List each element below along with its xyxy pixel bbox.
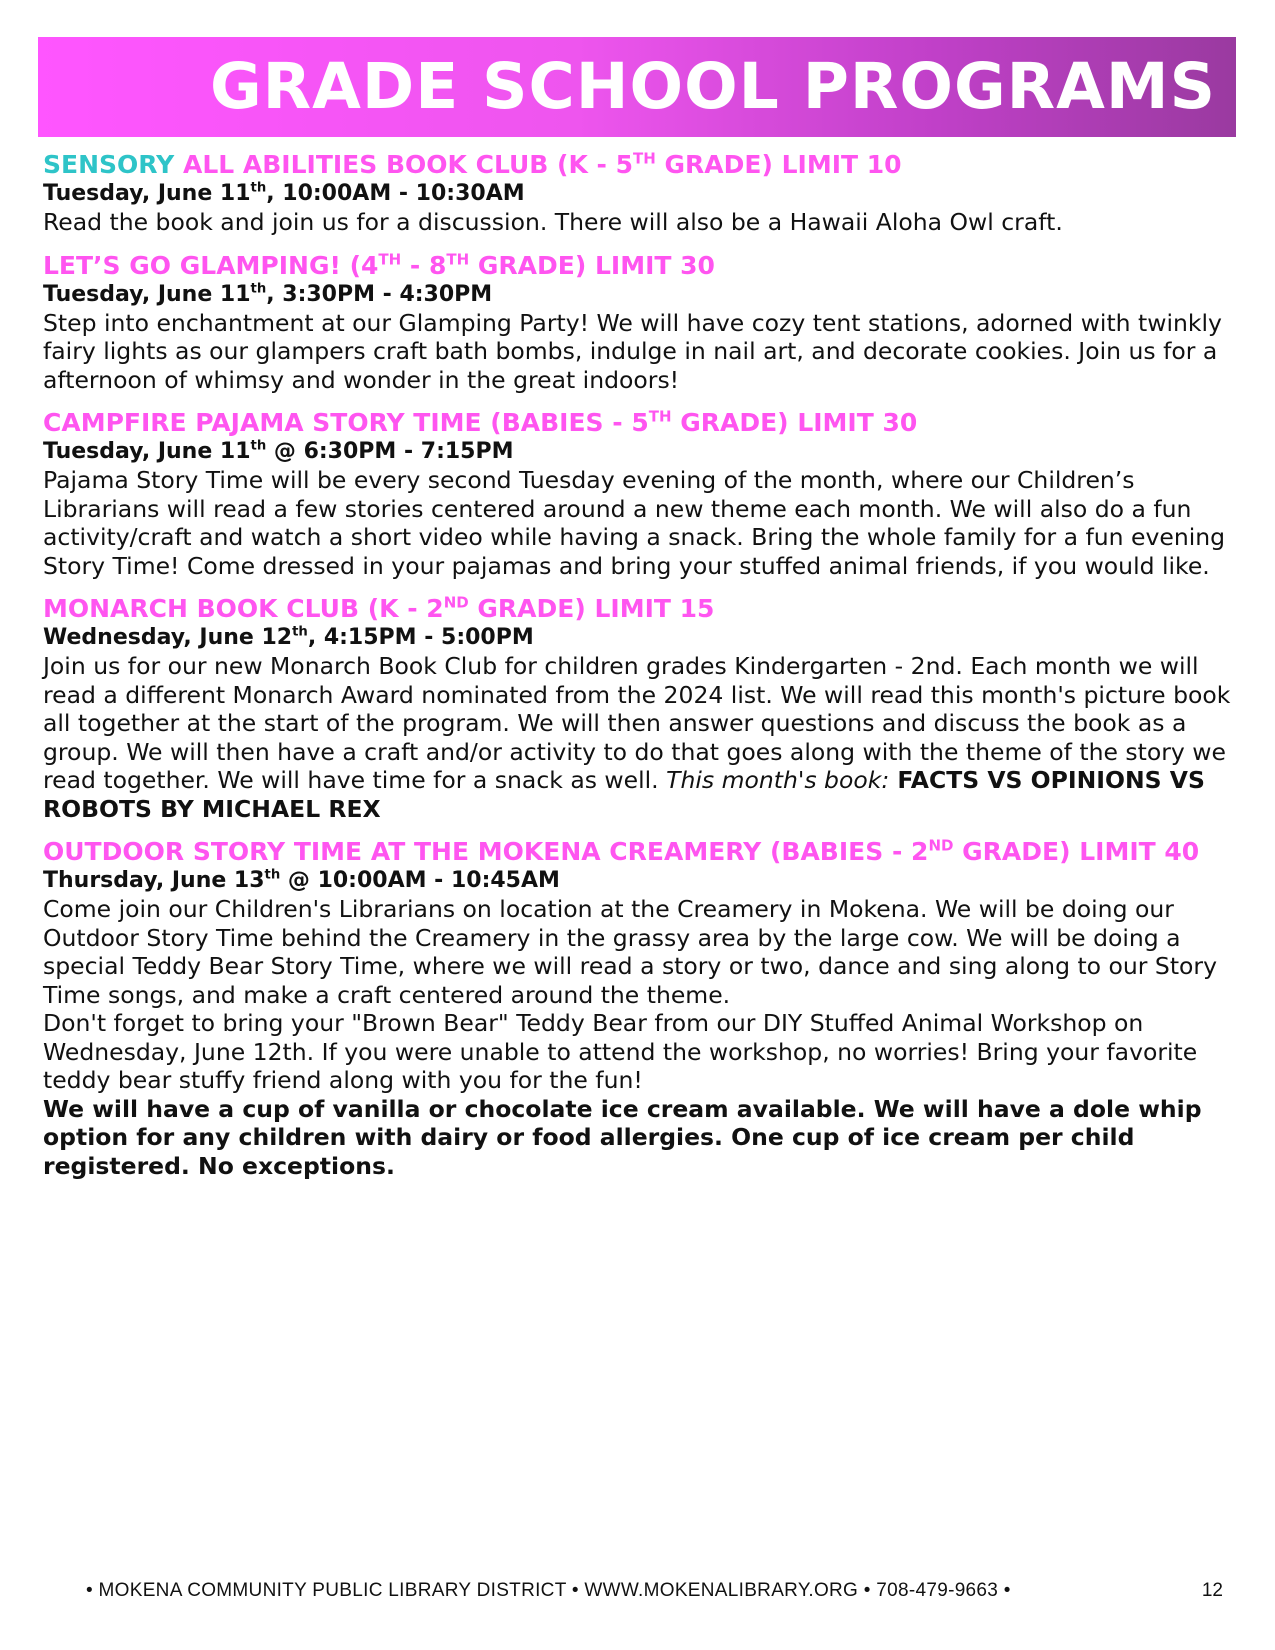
program-date: Tuesday, June 11th, 10:00AM - 10:30AM xyxy=(43,180,525,206)
program-title: OUTDOOR STORY TIME AT THE MOKENA CREAMERY (BABIES - 2ND GRADE) LIMIT 40 xyxy=(43,836,1200,866)
program-description: Step into enchantment at our Glamping Party! We will have cozy tent stations, adorned with twinkly fairy lights as our glampers craft bath bombs, indulge in nail art, and decorate cookies. Join us for a afternoon of whimsy and wonder in the great indoors! xyxy=(43,308,1222,394)
program-description: Read the book and join us for a discussion. There will also be a Hawaii Aloha Owl craft. xyxy=(43,208,1063,236)
title-prefix: SENSORY xyxy=(43,150,175,179)
programs-list xyxy=(43,150,1233,1194)
program-item xyxy=(43,408,1233,580)
footer xyxy=(0,1580,1275,1610)
book-title: FACTS VS OPINIONS VS ROBOTS BY MICHAEL REX xyxy=(43,766,1205,823)
program-title: LET’S GO GLAMPING! (4TH - 8TH GRADE) LIMIT 30 xyxy=(43,250,715,280)
program-description: Join us for our new Monarch Book Club for children grades Kindergarten - 2nd. Each month we will read a different Monarch Award nominated from the 2024 list. We will read this month's picture book all together at the start of the program. We will then answer questions and discuss the book as a group. We will then have a craft and/or activity to do that goes along with the theme of the story we read together. We will have time for a snack as well. This month's book: FACTS VS OPINIONS VS ROBOTS BY MICHAEL REX xyxy=(43,652,1231,823)
program-item xyxy=(43,594,1233,823)
page-title: GRADE SCHOOL PROGRAMS xyxy=(209,50,1216,123)
ice-cream-note: We will have a cup of vanilla or chocolate ice cream available. We will have a dole whip option for any children with dairy or food allergies. One cup of ice cream per child registered. No exceptions. xyxy=(43,1094,1202,1180)
program-date: Tuesday, June 11th, 3:30PM - 4:30PM xyxy=(43,281,493,307)
program-date: Tuesday, June 11th @ 6:30PM - 7:15PM xyxy=(43,438,514,464)
footer-contact: • MOKENA COMMUNITY PUBLIC LIBRARY DISTRICT • WWW.MOKENALIBRARY.ORG • 708-479-9663 • xyxy=(86,1580,1011,1601)
program-title: SENSORY ALL ABILITIES BOOK CLUB (K - 5TH GRADE) LIMIT 10 xyxy=(43,149,902,179)
book-label: This month's book: xyxy=(666,766,890,794)
program-date: Wednesday, June 12th, 4:15PM - 5:00PM xyxy=(43,624,534,650)
program-title: CAMPFIRE PAJAMA STORY TIME (BABIES - 5TH GRADE) LIMIT 30 xyxy=(43,407,918,437)
program-item xyxy=(43,837,1233,1180)
page-number: 12 xyxy=(1201,1580,1223,1601)
program-description: Pajama Story Time will be every second Tuesday evening of the month, where our Children’s Librarians will read a few stories centered around a new theme each month. We will also do a fun activity/craft and watch a short video while having a snack. Bring the whole family for a fun evening Story Time! Come dressed in your pajamas and bring your stuffed animal friends, if you would like. xyxy=(43,466,1226,580)
program-date: Thursday, June 13th @ 10:00AM - 10:45AM xyxy=(43,867,560,893)
program-item xyxy=(43,251,1233,395)
program-description: Come join our Children's Librarians on location at the Creamery in Mokena. We will be doing our Outdoor Story Time behind the Creamery in the grassy area by the large cow. We will be doing a special Teddy Bear Story Time, where we will read a story or two, dance and sing along to our Story Time songs, and make a craft centered around the theme. Don't forget to bring your "Brown Bear" Teddy Bear from our DIY Stuffed Animal Workshop on Wednesday, June 12th. If you were unable to attend the workshop, no worries! Bring your favorite teddy bear stuffy friend along with you for the fun! xyxy=(43,895,1218,1094)
program-item xyxy=(43,150,1233,237)
program-title: MONARCH BOOK CLUB (K - 2ND GRADE) LIMIT 15 xyxy=(43,593,715,623)
header-banner xyxy=(38,37,1236,137)
